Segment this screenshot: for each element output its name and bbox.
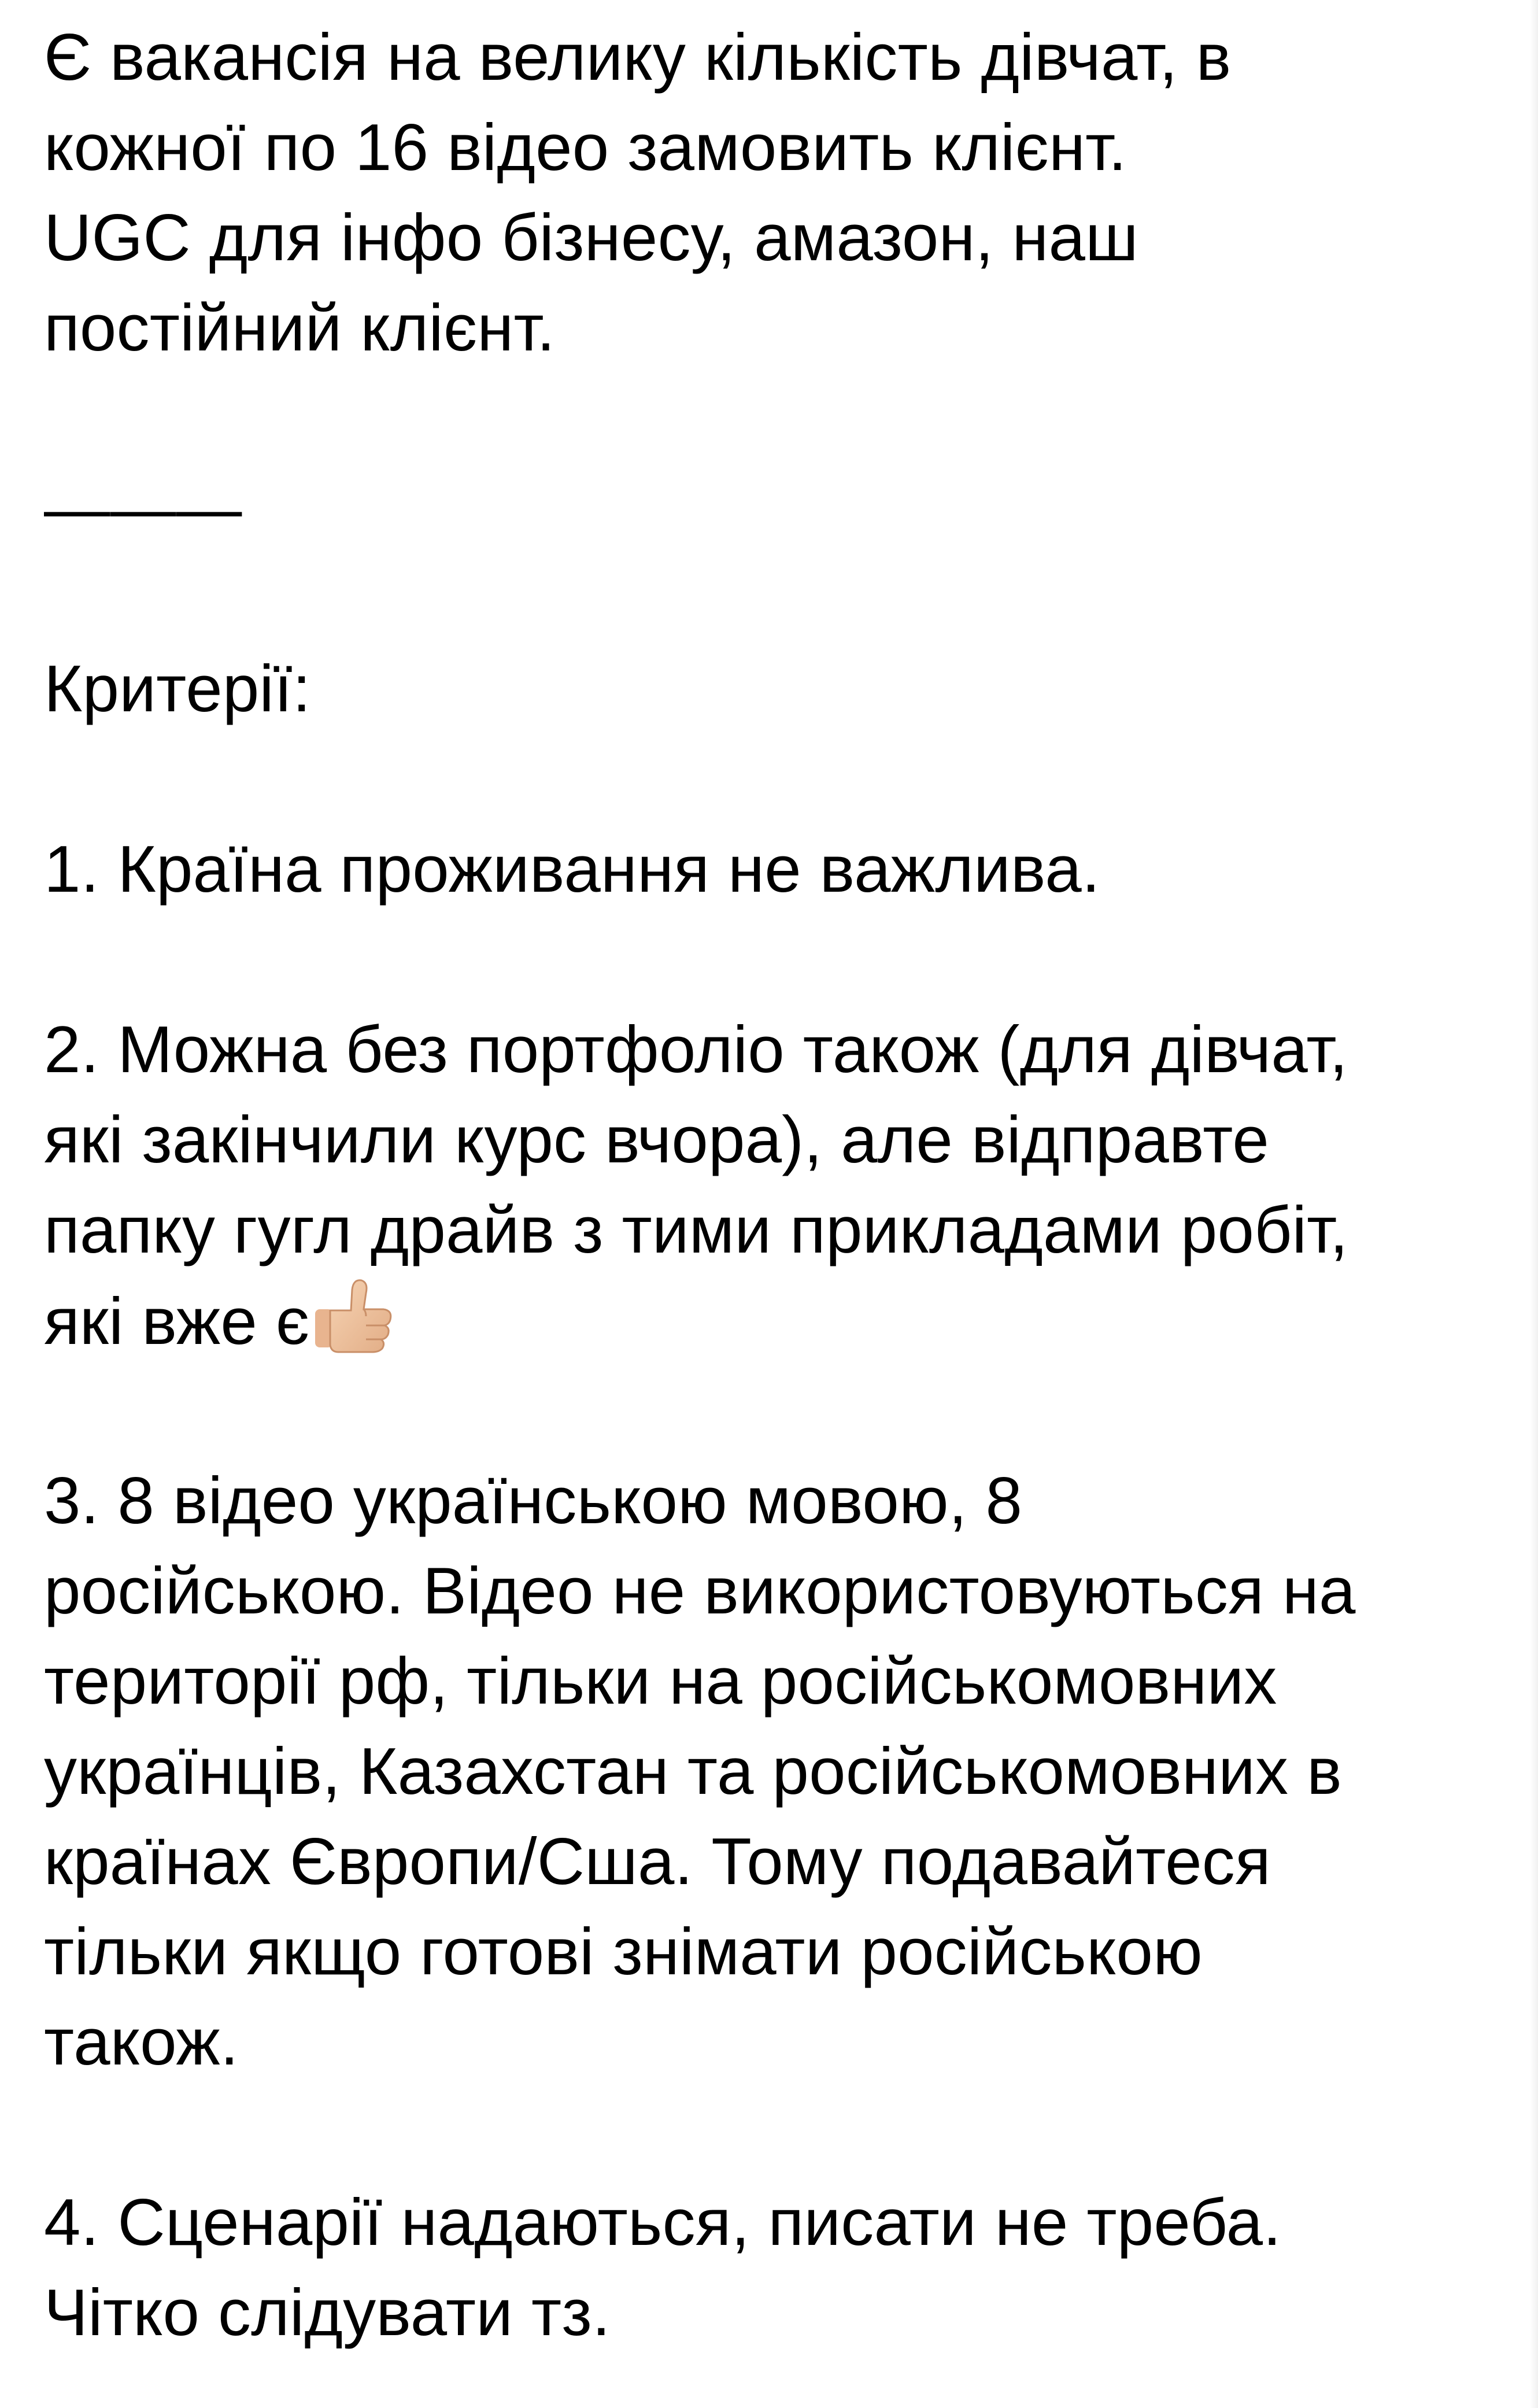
criteria-item-3-line: тільки якщо готові знімати російською — [44, 1915, 1203, 1989]
intro-line: Є вакансія на велику кількість дівчат, в — [44, 21, 1232, 94]
criteria-item-3-line: території рф, тільки на російськомовних — [44, 1645, 1277, 1718]
criteria-item-2-line: 2. Можна без портфоліо також (для дівчат, — [44, 1013, 1348, 1087]
criteria-item-3-line: російською. Відео не використовуються на — [44, 1554, 1356, 1628]
intro-line: постійний клієнт. — [44, 291, 556, 365]
criteria-item-3-line: українців, Казахстан та російськомовних в — [44, 1735, 1342, 1808]
intro-line: кожної по 16 відео замовить клієнт. — [44, 111, 1127, 184]
criteria-item-2-text: які вже є — [44, 1285, 310, 1358]
criteria-item-2-line: які закінчили курс вчора), але відправте — [44, 1103, 1270, 1177]
criteria-item-2-last-line — [44, 1276, 397, 1366]
criteria-item-2-line: папку гугл драйв з тими прикладами робіт, — [44, 1194, 1348, 1267]
criteria-item-1: 1. Країна проживання не важлива. — [44, 833, 1100, 906]
criteria-item-4-line: Чітко слідувати тз. — [44, 2276, 611, 2350]
criteria-item-3-line: також. — [44, 2006, 239, 2079]
criteria-item-3-line: країнах Європи/Сша. Тому подавайтеся — [44, 1825, 1271, 1899]
thumbs-up-icon — [310, 1276, 397, 1357]
scroll-edge — [1530, 0, 1538, 2408]
criteria-item-4-line: 4. Сценарії надаються, писати не треба. — [44, 2186, 1282, 2259]
criteria-heading: Критерії: — [44, 652, 311, 726]
criteria-item-3-line: 3. 8 відео українською мовою, 8 — [44, 1464, 1023, 1538]
divider-line: ——— — [44, 472, 242, 545]
intro-line: UGC для інфо бізнесу, амазон, наш — [44, 201, 1138, 275]
